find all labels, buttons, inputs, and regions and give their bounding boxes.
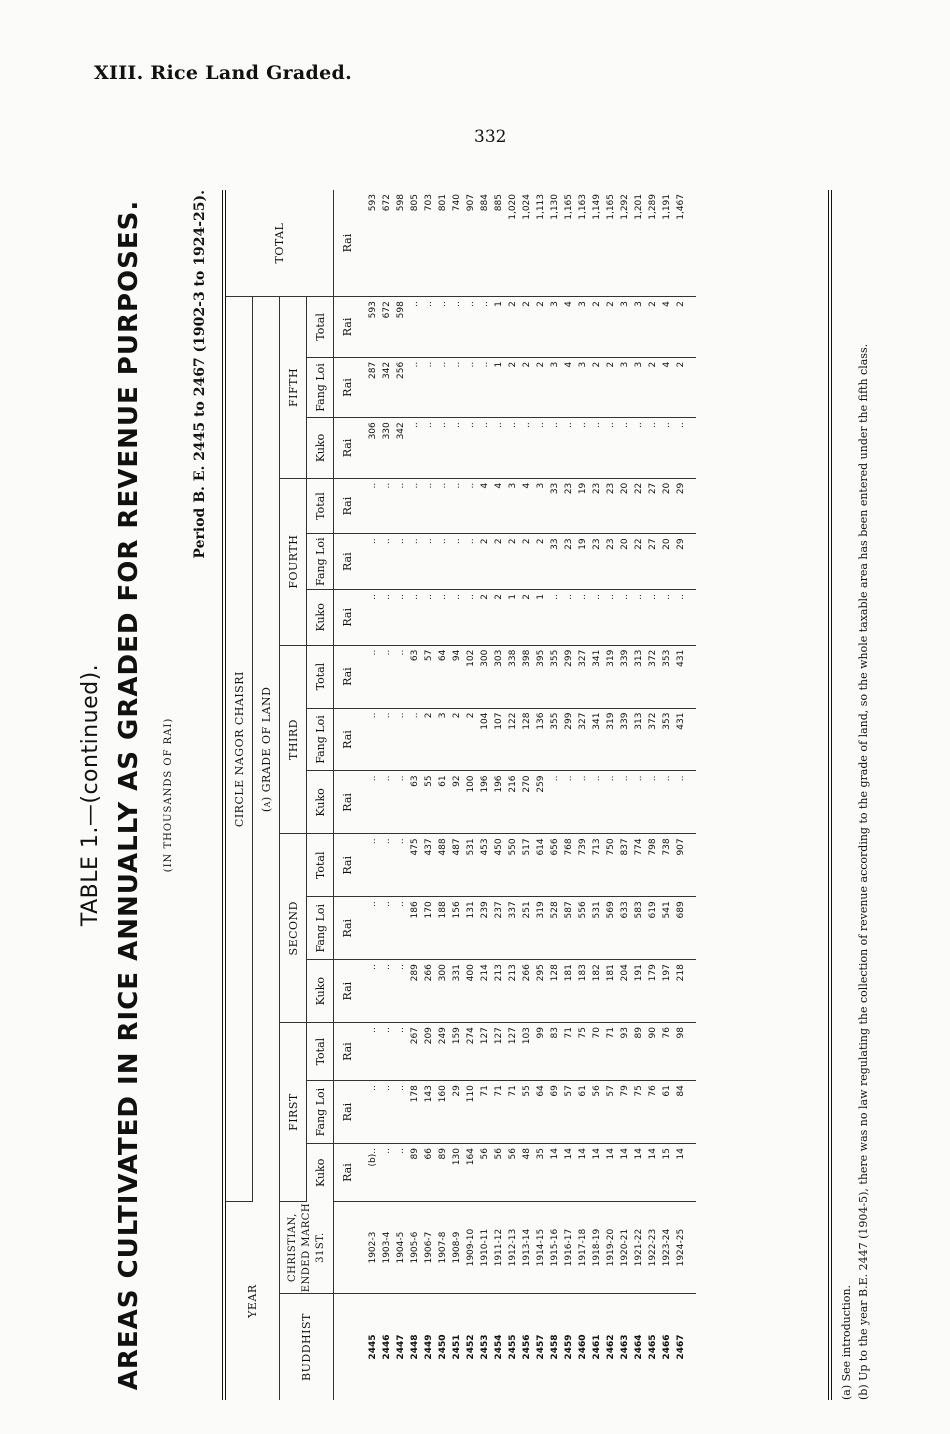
unit-note: (IN THOUSANDS OF RAI) xyxy=(163,717,174,873)
sub-header-total: Total xyxy=(307,1023,334,1081)
data-body-row xyxy=(360,190,696,1400)
data-table-frame xyxy=(222,190,832,1400)
unit-cell: Rai xyxy=(334,190,361,297)
value-column: .. .. .. .. .. .. .. .. 2 2 1 2 1 .. .. .. .. .. .. .. .. .. .. xyxy=(360,590,696,646)
sub-header-total: Total xyxy=(307,297,334,358)
unit-cell xyxy=(334,1202,361,1294)
value-column: .. .. .. 267 209 249 159 274 127 127 127 103 99 83 71 75 70 71 93 89 90 76 98 xyxy=(360,1023,696,1081)
rice-land-table xyxy=(226,190,696,1400)
unit-cell: Rai xyxy=(334,590,361,646)
unit-cell: Rai xyxy=(334,645,361,708)
table-subtitle: AREAS CULTIVATED IN RICE ANNUALLY AS GRADED FOR REVENUE PURPOSES. xyxy=(114,199,144,1391)
unit-cell: Rai xyxy=(334,297,361,358)
unit-cell: Rai xyxy=(334,534,361,590)
sub-header-total: Total xyxy=(307,645,334,708)
page-number: 332 xyxy=(474,127,507,147)
sub-header-total: Total xyxy=(307,478,334,534)
value-column: (b).. .. .. 89 66 89 130 164 56 56 56 48 35 14 14 14 14 14 14 14 14 15 14 xyxy=(360,1144,696,1202)
footnote-a: (a) See introduction. xyxy=(840,1284,853,1400)
sub-header-kuko: Kuko xyxy=(307,590,334,646)
value-column: .. .. .. 63 57 64 94 102 300 303 338 398 395 355 299 327 341 319 339 313 372 353 431 xyxy=(360,645,696,708)
footnotes xyxy=(838,190,872,1400)
unit-cell: Rai xyxy=(334,897,361,960)
unit-cell: Rai xyxy=(334,418,361,478)
sub-header-kuko: Kuko xyxy=(307,418,334,478)
unit-cell: Rai xyxy=(334,1081,361,1144)
sub-header-fang-loi: Fang Loi xyxy=(307,534,334,590)
buddhist-header: BUDDHIST xyxy=(280,1294,334,1400)
table-title: TABLE 1.—(continued). xyxy=(78,663,103,927)
value-column: 287 342 256 .. .. .. .. .. .. 1 2 2 2 3 4 3 2 2 3 3 2 4 2 xyxy=(360,357,696,417)
sub-header-total: Total xyxy=(307,834,334,897)
value-column: .. .. .. .. .. .. .. .. 2 2 2 2 2 33 23 19 23 23 20 22 27 20 29 xyxy=(360,534,696,590)
sub-header-kuko: Kuko xyxy=(307,960,334,1023)
value-column: .. .. .. .. .. .. .. .. 4 4 3 4 3 33 23 19 23 23 20 22 27 20 29 xyxy=(360,478,696,534)
grade-header: (a) GRADE OF LAND xyxy=(253,297,280,1202)
christian-header: CHRISTIAN, ENDED MARCH 31ST. xyxy=(280,1202,334,1294)
rotated-table-page xyxy=(60,190,900,1400)
sub-header-kuko: Kuko xyxy=(307,1144,334,1202)
unit-cell: Rai xyxy=(334,478,361,534)
value-column: 593 672 598 .. .. .. .. .. .. 1 2 2 2 3 4 3 2 2 3 3 2 4 2 xyxy=(360,297,696,358)
unit-cell: Rai xyxy=(334,357,361,417)
section-title: XIII. Rice Land Graded. xyxy=(94,62,353,84)
unit-cell xyxy=(334,1294,361,1400)
year-header: YEAR xyxy=(226,1202,280,1400)
buddhist-year-column: 2445 2446 2447 2448 2449 2450 2451 2452 2453 2454 2455 2456 2457 2458 2459 2460 2461 2462 2463 2464 2465 2466 2467 xyxy=(368,1334,686,1360)
unit-cell: Rai xyxy=(334,708,361,771)
footnote-b: (b) Up to the year B.E. 2447 (1904-5), there was no law regulating the collection of revenue according to the grade of land, so the whole taxable area has been entered under the fifth class. xyxy=(857,343,870,1400)
sub-header-kuko: Kuko xyxy=(307,771,334,834)
unit-row xyxy=(334,190,361,1400)
unit-cell: Rai xyxy=(334,960,361,1023)
value-column: .. .. .. 63 55 61 92 100 196 196 216 270 259 .. .. .. .. .. .. .. .. .. .. xyxy=(360,771,696,834)
grade-fourth-header: FOURTH xyxy=(280,478,307,645)
value-column: 306 330 342 .. .. .. .. .. .. .. .. .. .. .. .. .. .. .. .. .. .. .. .. xyxy=(360,418,696,478)
unit-cell: Rai xyxy=(334,1023,361,1081)
value-column: 593 672 598 805 703 801 740 907 884 885 1,020 1,024 1,113 1,130 1,165 1,163 1,149 1,165 1,292 1,201 1,289 1,191 1,467 xyxy=(360,190,696,297)
period-line: Period B. E. 2445 to 2467 (1902-3 to 1924-25). xyxy=(192,190,208,559)
sub-header-fang-loi: Fang Loi xyxy=(307,897,334,960)
value-column: .. .. .. .. 2 3 2 2 104 107 122 128 136 355 299 327 341 319 339 313 372 353 431 xyxy=(360,708,696,771)
grade-fifth-header: FIFTH xyxy=(280,297,307,479)
value-column: .. .. .. 186 170 188 156 131 239 237 337 251 319 528 587 556 531 569 633 583 619 541 689 xyxy=(360,897,696,960)
sub-header-fang-loi: Fang Loi xyxy=(307,708,334,771)
sub-header-fang-loi: Fang Loi xyxy=(307,1081,334,1144)
unit-cell: Rai xyxy=(334,834,361,897)
value-column: .. .. .. 289 266 300 331 400 214 213 213 266 295 128 181 183 182 181 204 191 179 197 218 xyxy=(360,960,696,1023)
value-column: .. .. .. 178 143 160 29 110 71 71 71 55 64 69 57 61 56 57 79 75 76 61 84 xyxy=(360,1081,696,1144)
grade-second-header: SECOND xyxy=(280,834,307,1023)
grade-first-header: FIRST xyxy=(280,1023,307,1202)
christian-year-column: 1902-3 1903-4 1904-5 1905-6 1906-7 1907-8 1908-9 1909-10 1910-11 1911-12 1912-13 1913-14 1914-15 1915-16 1916-17 1917-18 1918-19 1919-20 1920-21 1921-22 1922-23 1923-24 1924-25 xyxy=(360,1202,696,1294)
unit-cell: Rai xyxy=(334,771,361,834)
circle-header: CIRCLE NAGOR CHAISRI xyxy=(226,297,253,1202)
sub-header-fang-loi: Fang Loi xyxy=(307,357,334,417)
value-column: .. .. .. 475 437 488 487 531 453 450 550 517 614 656 768 739 713 750 837 774 798 738 907 xyxy=(360,834,696,897)
grade-third-header: THIRD xyxy=(280,645,307,834)
unit-cell: Rai xyxy=(334,1144,361,1202)
total-header: TOTAL xyxy=(226,190,334,297)
footnote-b-marker: (b) xyxy=(368,1153,378,1170)
